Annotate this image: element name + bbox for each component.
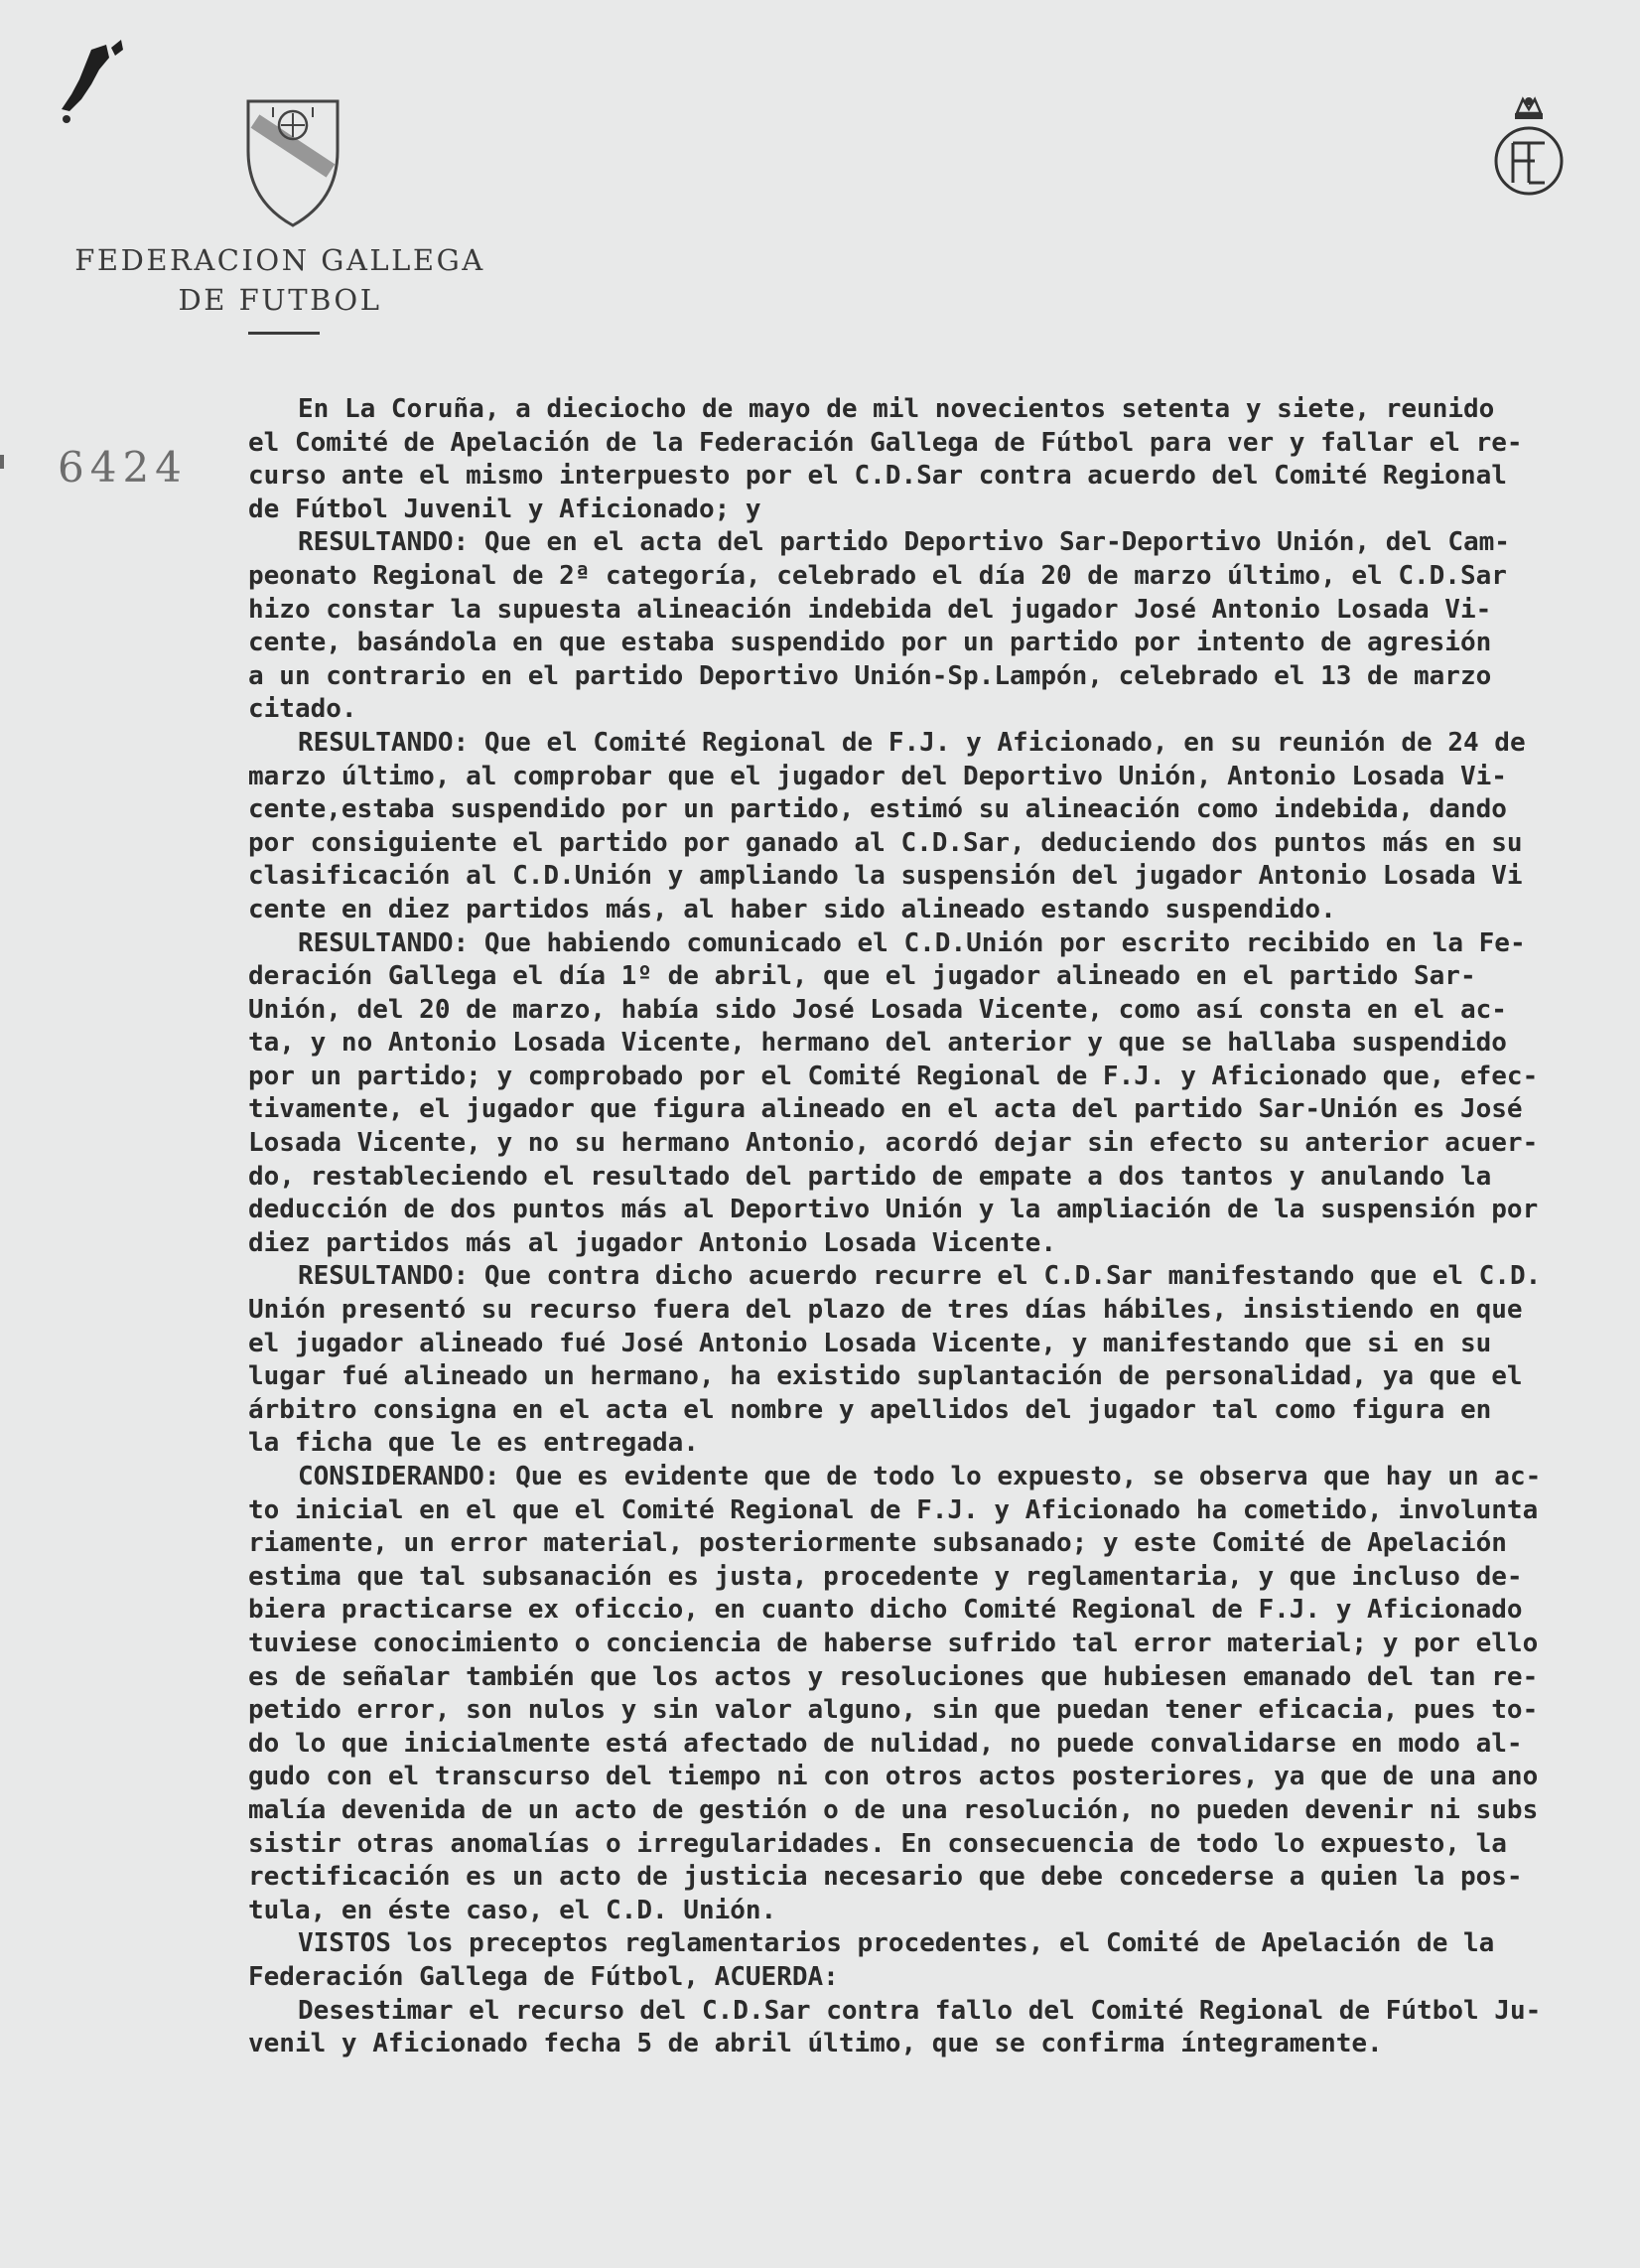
body-line: a un contrario en el partido Deportivo Unión-Sp.Lampón, celebrado el 13 de marzo [248,660,1492,691]
body-line: Desestimar el recurso del C.D.Sar contra fallo del Comité Regional de Fútbol Ju- [298,1995,1542,2026]
body-line: RESULTANDO: Que el Comité Regional de F.J. y Aficionado, en su reunión de 24 de [298,727,1526,758]
body-line: Federación Gallega de Fútbol, ACUERDA: [248,1961,839,1992]
body-line: to inicial en el que el Comité Regional de F.J. y Aficionado ha cometido, involunta [248,1494,1539,1525]
body-line: por consiguiente el partido por ganado al C.D.Sar, deduciendo dos puntos más en su [248,827,1523,858]
federation-shield-logo [243,91,342,230]
body-line: tivamente, el jugador que figura alineado en el acta del partido Sar-Unión es José [248,1094,1523,1125]
body-line: cente, basándola en que estaba suspendido por un partido por intento de agresión [248,628,1492,658]
body-line: tuviese conocimiento o conciencia de haberse sufrido tal error material; y por ello [248,1628,1539,1658]
body-line: sistir otras anomalías o irregularidades. En consecuencia de todo lo expuesto, la [248,1828,1507,1859]
body-line: Unión, del 20 de marzo, había sido José Losada Vicente, como así consta en el ac- [248,994,1507,1025]
body-line: marzo último, al comprobar que el jugador del Deportivo Unión, Antonio Losada Vi- [248,761,1507,791]
body-line: Losada Vicente, y no su hermano Antonio, acordó dejar sin efecto su anterior acuer- [248,1128,1539,1159]
body-line: RESULTANDO: Que en el acta del partido Deportivo Sar-Deportivo Unión, del Cam- [298,527,1510,558]
body-line: citado. [248,694,357,725]
letterhead [62,240,498,320]
body-line: gudo con el transcurso del tiempo ni con otros actos posteriores, ya que de una ano [248,1762,1539,1792]
body-line: CONSIDERANDO: Que es evidente que de todo lo expuesto, se observa que hay un ac- [298,1462,1542,1491]
body-line: cente en diez partidos más, al haber sido alineado estando suspendido. [248,894,1336,924]
body-line: clasificación al C.D.Unión y ampliando la suspensión del jugador Antonio Losada Vi [248,861,1523,892]
body-line: la ficha que le es entregada. [248,1428,699,1459]
body-line: lugar fué alineado un hermano, ha existido suplantación de personalidad, ya que el [248,1361,1523,1392]
letterhead-divider [248,332,320,335]
body-line: es de señalar también que los actos y resoluciones que hubiesen emanado del tan re- [248,1661,1539,1692]
body-line: Unión presentó su recurso fuera del plazo de tres días hábiles, insistiendo en que [248,1295,1523,1326]
body-line: tula, en éste caso, el C.D. Unión. [248,1895,777,1925]
letterhead-line-2: DE FUTBOL [178,283,382,317]
body-line: petido error, son nulos y sin valor alguno, sin que puedan tener eficacia, pues to- [248,1695,1539,1726]
body-line: venil y Aficionado fecha 5 de abril último, que se confirma íntegramente. [248,2029,1383,2059]
body-line: En La Coruña, a dieciocho de mayo de mil novecientos setenta y siete, reunido [298,394,1495,424]
body-line: biera practicarse ex oficcio, en cuanto dicho Comité Regional de F.J. y Aficionado [248,1595,1523,1626]
body-line: ta, y no Antonio Losada Vicente, hermano del anterior y que se hallaba suspendido [248,1028,1507,1059]
body-line: el jugador alineado fué José Antonio Losada Vicente, y manifestando que si en su [248,1328,1492,1358]
body-line: VISTOS los preceptos reglamentarios procedentes, el Comité de Apelación de la [298,1928,1495,1959]
body-line: curso ante el mismo interpuesto por el C.D.Sar contra acuerdo del Comité Regional [248,461,1507,492]
body-line: RESULTANDO: Que contra dicho acuerdo recurre el C.D.Sar manifestando que el C.D. [298,1261,1542,1292]
body-line: hizo constar la supuesta alineación indebida del jugador José Antonio Losada Vi- [248,594,1492,625]
body-line: estima que tal subsanación es justa, procedente y reglamentaria, y que incluso de- [248,1561,1523,1592]
body-line: peonato Regional de 2ª categoría, celebrado el día 20 de marzo último, el C.D.Sar [248,560,1507,591]
body-line: diez partidos más al jugador Antonio Losada Vicente. [248,1227,1056,1258]
registry-stamp-number: 6424 [58,443,188,492]
body-line: deducción de dos puntos más al Deportivo Unión y la ampliación de la suspensión por [248,1195,1539,1225]
letterhead-line-1: FEDERACION GALLEGA [74,243,485,277]
body-line: rectificación es un acto de justicia necesario que debe concederse a quien la pos- [248,1862,1523,1893]
body-line: RESULTANDO: Que habiendo comunicado el C.D.Unión por escrito recibido en la Fe- [298,927,1526,958]
royal-federation-crest [1489,91,1569,206]
body-line: deración Gallega el día 1º de abril, que el jugador alineado en el partido Sar- [248,961,1476,992]
document-body [248,393,1603,2061]
ink-stain [52,40,141,139]
body-line: árbitro consigna en el acta el nombre y apellidos del jugador tal como figura en [248,1394,1492,1425]
edge-mark [0,455,4,469]
body-line: por un partido; y comprobado por el Comité Regional de F.J. y Aficionado que, efec- [248,1061,1539,1091]
body-line: malía devenida de un acto de gestión o de una resolución, no pueden devenir ni subs [248,1794,1539,1825]
body-line: cente,estaba suspendido por un partido, estimó su alineación como indebida, dando [248,794,1507,825]
body-line: el Comité de Apelación de la Federación Gallega de Fútbol para ver y fallar el re- [248,427,1523,458]
body-line: riamente, un error material, posteriormente subsanado; y este Comité de Apelación [248,1528,1507,1559]
body-line: do, restableciendo el resultado del partido de empate a dos tantos y anulando la [248,1161,1492,1192]
body-line: de Fútbol Juvenil y Aficionado; y [248,494,761,524]
body-line: do lo que inicialmente está afectado de nulidad, no puede convalidarse en modo al- [248,1728,1523,1759]
